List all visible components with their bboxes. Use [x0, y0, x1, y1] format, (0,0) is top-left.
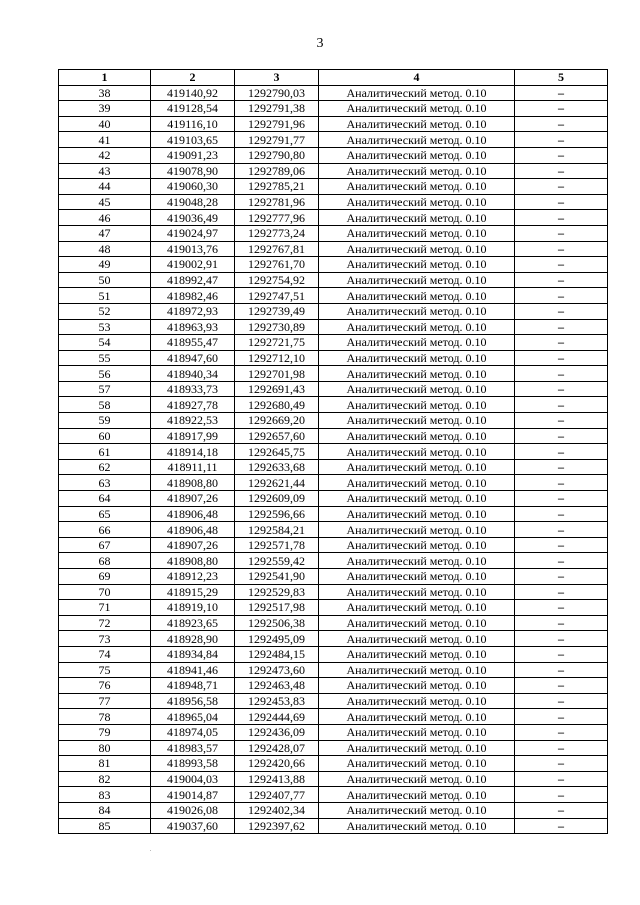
table-row: [59, 288, 608, 304]
table-row: [59, 522, 608, 538]
table-row: [59, 459, 608, 475]
note-cell: –: [515, 210, 608, 226]
method-cell: Аналитический метод. 0.10: [319, 272, 515, 288]
note-cell: –: [515, 506, 608, 522]
point-number-cell: 74: [59, 646, 151, 662]
point-number-cell: 69: [59, 569, 151, 585]
x-coordinate-cell: 418983,57: [151, 740, 235, 756]
y-coordinate-cell: 1292397,62: [235, 818, 319, 834]
table-row: [59, 444, 608, 460]
note-cell: –: [515, 116, 608, 132]
method-cell: Аналитический метод. 0.10: [319, 506, 515, 522]
y-coordinate-cell: 1292517,98: [235, 600, 319, 616]
y-coordinate-cell: 1292463,48: [235, 678, 319, 694]
y-coordinate-cell: 1292790,03: [235, 85, 319, 101]
y-coordinate-cell: 1292691,43: [235, 381, 319, 397]
note-cell: –: [515, 615, 608, 631]
x-coordinate-cell: 418907,26: [151, 491, 235, 507]
method-cell: Аналитический метод. 0.10: [319, 678, 515, 694]
note-cell: –: [515, 85, 608, 101]
point-number-cell: 80: [59, 740, 151, 756]
method-cell: Аналитический метод. 0.10: [319, 569, 515, 585]
x-coordinate-cell: 418982,46: [151, 288, 235, 304]
table-row: [59, 787, 608, 803]
point-number-cell: 46: [59, 210, 151, 226]
x-coordinate-cell: 419103,65: [151, 132, 235, 148]
note-cell: –: [515, 802, 608, 818]
table-row: [59, 179, 608, 195]
note-cell: –: [515, 288, 608, 304]
x-coordinate-cell: 418907,26: [151, 537, 235, 553]
method-cell: Аналитический метод. 0.10: [319, 818, 515, 834]
table-row: [59, 646, 608, 662]
y-coordinate-cell: 1292584,21: [235, 522, 319, 538]
note-cell: –: [515, 101, 608, 117]
x-coordinate-cell: 418912,23: [151, 569, 235, 585]
point-number-cell: 75: [59, 662, 151, 678]
table-row: [59, 428, 608, 444]
x-coordinate-cell: 419002,91: [151, 257, 235, 273]
table-header-row: [59, 70, 608, 86]
y-coordinate-cell: 1292701,98: [235, 366, 319, 382]
method-cell: Аналитический метод. 0.10: [319, 413, 515, 429]
method-cell: Аналитический метод. 0.10: [319, 366, 515, 382]
note-cell: –: [515, 584, 608, 600]
note-cell: –: [515, 272, 608, 288]
point-number-cell: 54: [59, 335, 151, 351]
table-row: [59, 818, 608, 834]
point-number-cell: 40: [59, 116, 151, 132]
x-coordinate-cell: 418965,04: [151, 709, 235, 725]
note-cell: –: [515, 693, 608, 709]
y-coordinate-cell: 1292791,77: [235, 132, 319, 148]
table-row: [59, 771, 608, 787]
point-number-cell: 51: [59, 288, 151, 304]
x-coordinate-cell: 418993,58: [151, 756, 235, 772]
method-cell: Аналитический метод. 0.10: [319, 288, 515, 304]
method-cell: Аналитический метод. 0.10: [319, 319, 515, 335]
y-coordinate-cell: 1292773,24: [235, 225, 319, 241]
y-coordinate-cell: 1292541,90: [235, 569, 319, 585]
table-row: [59, 335, 608, 351]
table-row: [59, 756, 608, 772]
point-number-cell: 41: [59, 132, 151, 148]
point-number-cell: 61: [59, 444, 151, 460]
note-cell: –: [515, 350, 608, 366]
note-cell: –: [515, 194, 608, 210]
note-cell: –: [515, 163, 608, 179]
point-number-cell: 50: [59, 272, 151, 288]
note-cell: –: [515, 537, 608, 553]
method-cell: Аналитический метод. 0.10: [319, 194, 515, 210]
note-cell: –: [515, 491, 608, 507]
method-cell: Аналитический метод. 0.10: [319, 428, 515, 444]
note-cell: –: [515, 818, 608, 834]
y-coordinate-cell: 1292428,07: [235, 740, 319, 756]
table-row: [59, 147, 608, 163]
note-cell: –: [515, 771, 608, 787]
x-coordinate-cell: 419140,92: [151, 85, 235, 101]
note-cell: –: [515, 366, 608, 382]
x-coordinate-cell: 419004,03: [151, 771, 235, 787]
y-coordinate-cell: 1292529,83: [235, 584, 319, 600]
note-cell: –: [515, 569, 608, 585]
y-coordinate-cell: 1292680,49: [235, 397, 319, 413]
method-cell: Аналитический метод. 0.10: [319, 475, 515, 491]
y-coordinate-cell: 1292436,09: [235, 724, 319, 740]
table-row: [59, 600, 608, 616]
table-row: [59, 366, 608, 382]
x-coordinate-cell: 418972,93: [151, 303, 235, 319]
y-coordinate-cell: 1292407,77: [235, 787, 319, 803]
table-row: [59, 303, 608, 319]
y-coordinate-cell: 1292777,96: [235, 210, 319, 226]
note-cell: –: [515, 724, 608, 740]
y-coordinate-cell: 1292571,78: [235, 537, 319, 553]
note-cell: –: [515, 179, 608, 195]
y-coordinate-cell: 1292559,42: [235, 553, 319, 569]
column-header: 2: [151, 70, 235, 86]
y-coordinate-cell: 1292791,96: [235, 116, 319, 132]
table-row: [59, 662, 608, 678]
note-cell: –: [515, 397, 608, 413]
method-cell: Аналитический метод. 0.10: [319, 116, 515, 132]
x-coordinate-cell: 418908,80: [151, 553, 235, 569]
note-cell: –: [515, 428, 608, 444]
point-number-cell: 62: [59, 459, 151, 475]
note-cell: –: [515, 475, 608, 491]
x-coordinate-cell: 418914,18: [151, 444, 235, 460]
y-coordinate-cell: 1292730,89: [235, 319, 319, 335]
point-number-cell: 52: [59, 303, 151, 319]
point-number-cell: 65: [59, 506, 151, 522]
method-cell: Аналитический метод. 0.10: [319, 147, 515, 163]
method-cell: Аналитический метод. 0.10: [319, 241, 515, 257]
point-number-cell: 84: [59, 802, 151, 818]
table-row: [59, 678, 608, 694]
point-number-cell: 59: [59, 413, 151, 429]
y-coordinate-cell: 1292791,38: [235, 101, 319, 117]
table-row: [59, 397, 608, 413]
method-cell: Аналитический метод. 0.10: [319, 740, 515, 756]
note-cell: –: [515, 787, 608, 803]
table-row: [59, 413, 608, 429]
note-cell: –: [515, 740, 608, 756]
method-cell: Аналитический метод. 0.10: [319, 787, 515, 803]
table-row: [59, 85, 608, 101]
point-number-cell: 48: [59, 241, 151, 257]
y-coordinate-cell: 1292473,60: [235, 662, 319, 678]
note-cell: –: [515, 756, 608, 772]
table-row: [59, 569, 608, 585]
note-cell: –: [515, 413, 608, 429]
point-number-cell: 44: [59, 179, 151, 195]
point-number-cell: 49: [59, 257, 151, 273]
table-row: [59, 631, 608, 647]
y-coordinate-cell: 1292761,70: [235, 257, 319, 273]
table-row: [59, 537, 608, 553]
point-number-cell: 72: [59, 615, 151, 631]
x-coordinate-cell: 418934,84: [151, 646, 235, 662]
note-cell: –: [515, 335, 608, 351]
method-cell: Аналитический метод. 0.10: [319, 225, 515, 241]
x-coordinate-cell: 419013,76: [151, 241, 235, 257]
method-cell: Аналитический метод. 0.10: [319, 397, 515, 413]
x-coordinate-cell: 419060,30: [151, 179, 235, 195]
point-number-cell: 64: [59, 491, 151, 507]
method-cell: Аналитический метод. 0.10: [319, 522, 515, 538]
column-header: 3: [235, 70, 319, 86]
y-coordinate-cell: 1292767,81: [235, 241, 319, 257]
x-coordinate-cell: 418927,78: [151, 397, 235, 413]
method-cell: Аналитический метод. 0.10: [319, 693, 515, 709]
note-cell: –: [515, 631, 608, 647]
x-coordinate-cell: 418974,05: [151, 724, 235, 740]
x-coordinate-cell: 418992,47: [151, 272, 235, 288]
point-number-cell: 78: [59, 709, 151, 725]
point-number-cell: 47: [59, 225, 151, 241]
table-row: [59, 615, 608, 631]
table-row: [59, 584, 608, 600]
point-number-cell: 76: [59, 678, 151, 694]
x-coordinate-cell: 418908,80: [151, 475, 235, 491]
x-coordinate-cell: 419091,23: [151, 147, 235, 163]
table-row: [59, 475, 608, 491]
y-coordinate-cell: 1292453,83: [235, 693, 319, 709]
note-cell: –: [515, 147, 608, 163]
x-coordinate-cell: 419128,54: [151, 101, 235, 117]
x-coordinate-cell: 418917,99: [151, 428, 235, 444]
note-cell: –: [515, 709, 608, 725]
point-number-cell: 42: [59, 147, 151, 163]
x-coordinate-cell: 418947,60: [151, 350, 235, 366]
table-row: [59, 163, 608, 179]
method-cell: Аналитический метод. 0.10: [319, 615, 515, 631]
method-cell: Аналитический метод. 0.10: [319, 85, 515, 101]
y-coordinate-cell: 1292444,69: [235, 709, 319, 725]
method-cell: Аналитический метод. 0.10: [319, 459, 515, 475]
x-coordinate-cell: 418928,90: [151, 631, 235, 647]
method-cell: Аналитический метод. 0.10: [319, 101, 515, 117]
column-header: 4: [319, 70, 515, 86]
y-coordinate-cell: 1292402,34: [235, 802, 319, 818]
method-cell: Аналитический метод. 0.10: [319, 584, 515, 600]
table-row: [59, 350, 608, 366]
y-coordinate-cell: 1292785,21: [235, 179, 319, 195]
note-cell: –: [515, 132, 608, 148]
note-cell: –: [515, 678, 608, 694]
x-coordinate-cell: 419014,87: [151, 787, 235, 803]
method-cell: Аналитический метод. 0.10: [319, 771, 515, 787]
table-row: [59, 225, 608, 241]
x-coordinate-cell: 418923,65: [151, 615, 235, 631]
table-row: [59, 241, 608, 257]
x-coordinate-cell: 418941,46: [151, 662, 235, 678]
y-coordinate-cell: 1292657,60: [235, 428, 319, 444]
note-cell: –: [515, 459, 608, 475]
y-coordinate-cell: 1292621,44: [235, 475, 319, 491]
table-row: [59, 101, 608, 117]
y-coordinate-cell: 1292506,38: [235, 615, 319, 631]
point-number-cell: 81: [59, 756, 151, 772]
scan-artifact: [150, 850, 151, 851]
point-number-cell: 82: [59, 771, 151, 787]
note-cell: –: [515, 553, 608, 569]
table-row: [59, 132, 608, 148]
table-row: [59, 693, 608, 709]
point-number-cell: 77: [59, 693, 151, 709]
x-coordinate-cell: 419048,28: [151, 194, 235, 210]
table-row: [59, 740, 608, 756]
y-coordinate-cell: 1292747,51: [235, 288, 319, 304]
note-cell: –: [515, 225, 608, 241]
method-cell: Аналитический метод. 0.10: [319, 756, 515, 772]
method-cell: Аналитический метод. 0.10: [319, 163, 515, 179]
y-coordinate-cell: 1292739,49: [235, 303, 319, 319]
y-coordinate-cell: 1292609,09: [235, 491, 319, 507]
point-number-cell: 45: [59, 194, 151, 210]
x-coordinate-cell: 419024,97: [151, 225, 235, 241]
note-cell: –: [515, 600, 608, 616]
x-coordinate-cell: 418948,71: [151, 678, 235, 694]
y-coordinate-cell: 1292789,06: [235, 163, 319, 179]
method-cell: Аналитический метод. 0.10: [319, 646, 515, 662]
table-row: [59, 802, 608, 818]
x-coordinate-cell: 418911,11: [151, 459, 235, 475]
point-number-cell: 63: [59, 475, 151, 491]
coordinates-table: [58, 69, 608, 834]
y-coordinate-cell: 1292633,68: [235, 459, 319, 475]
method-cell: Аналитический метод. 0.10: [319, 537, 515, 553]
method-cell: Аналитический метод. 0.10: [319, 631, 515, 647]
point-number-cell: 73: [59, 631, 151, 647]
x-coordinate-cell: 419037,60: [151, 818, 235, 834]
table-row: [59, 210, 608, 226]
y-coordinate-cell: 1292790,80: [235, 147, 319, 163]
table-row: [59, 724, 608, 740]
table-row: [59, 381, 608, 397]
point-number-cell: 85: [59, 818, 151, 834]
note-cell: –: [515, 646, 608, 662]
method-cell: Аналитический метод. 0.10: [319, 662, 515, 678]
point-number-cell: 38: [59, 85, 151, 101]
method-cell: Аналитический метод. 0.10: [319, 802, 515, 818]
table-body: [59, 85, 608, 834]
y-coordinate-cell: 1292721,75: [235, 335, 319, 351]
y-coordinate-cell: 1292495,09: [235, 631, 319, 647]
point-number-cell: 71: [59, 600, 151, 616]
y-coordinate-cell: 1292669,20: [235, 413, 319, 429]
method-cell: Аналитический метод. 0.10: [319, 303, 515, 319]
method-cell: Аналитический метод. 0.10: [319, 350, 515, 366]
point-number-cell: 56: [59, 366, 151, 382]
y-coordinate-cell: 1292781,96: [235, 194, 319, 210]
y-coordinate-cell: 1292484,15: [235, 646, 319, 662]
point-number-cell: 58: [59, 397, 151, 413]
table-row: [59, 553, 608, 569]
method-cell: Аналитический метод. 0.10: [319, 210, 515, 226]
x-coordinate-cell: 419026,08: [151, 802, 235, 818]
point-number-cell: 43: [59, 163, 151, 179]
method-cell: Аналитический метод. 0.10: [319, 553, 515, 569]
y-coordinate-cell: 1292420,66: [235, 756, 319, 772]
point-number-cell: 68: [59, 553, 151, 569]
x-coordinate-cell: 418955,47: [151, 335, 235, 351]
method-cell: Аналитический метод. 0.10: [319, 257, 515, 273]
x-coordinate-cell: 419078,90: [151, 163, 235, 179]
y-coordinate-cell: 1292596,66: [235, 506, 319, 522]
table-row: [59, 194, 608, 210]
point-number-cell: 57: [59, 381, 151, 397]
method-cell: Аналитический метод. 0.10: [319, 709, 515, 725]
method-cell: Аналитический метод. 0.10: [319, 335, 515, 351]
x-coordinate-cell: 418956,58: [151, 693, 235, 709]
y-coordinate-cell: 1292712,10: [235, 350, 319, 366]
note-cell: –: [515, 381, 608, 397]
x-coordinate-cell: 418919,10: [151, 600, 235, 616]
point-number-cell: 83: [59, 787, 151, 803]
note-cell: –: [515, 319, 608, 335]
point-number-cell: 70: [59, 584, 151, 600]
column-header: 5: [515, 70, 608, 86]
column-header: 1: [59, 70, 151, 86]
point-number-cell: 39: [59, 101, 151, 117]
point-number-cell: 60: [59, 428, 151, 444]
table-row: [59, 506, 608, 522]
note-cell: –: [515, 241, 608, 257]
note-cell: –: [515, 444, 608, 460]
table-row: [59, 257, 608, 273]
method-cell: Аналитический метод. 0.10: [319, 491, 515, 507]
x-coordinate-cell: 419036,49: [151, 210, 235, 226]
table-row: [59, 491, 608, 507]
method-cell: Аналитический метод. 0.10: [319, 444, 515, 460]
note-cell: –: [515, 303, 608, 319]
method-cell: Аналитический метод. 0.10: [319, 132, 515, 148]
point-number-cell: 79: [59, 724, 151, 740]
x-coordinate-cell: 419116,10: [151, 116, 235, 132]
y-coordinate-cell: 1292413,88: [235, 771, 319, 787]
y-coordinate-cell: 1292754,92: [235, 272, 319, 288]
note-cell: –: [515, 522, 608, 538]
note-cell: –: [515, 257, 608, 273]
point-number-cell: 66: [59, 522, 151, 538]
table-row: [59, 319, 608, 335]
table-row: [59, 272, 608, 288]
point-number-cell: 55: [59, 350, 151, 366]
table-row: [59, 116, 608, 132]
note-cell: –: [515, 662, 608, 678]
y-coordinate-cell: 1292645,75: [235, 444, 319, 460]
x-coordinate-cell: 418963,93: [151, 319, 235, 335]
page-number: 3: [316, 36, 324, 51]
method-cell: Аналитический метод. 0.10: [319, 381, 515, 397]
method-cell: Аналитический метод. 0.10: [319, 724, 515, 740]
x-coordinate-cell: 418915,29: [151, 584, 235, 600]
table-row: [59, 709, 608, 725]
x-coordinate-cell: 418906,48: [151, 506, 235, 522]
x-coordinate-cell: 418906,48: [151, 522, 235, 538]
point-number-cell: 53: [59, 319, 151, 335]
method-cell: Аналитический метод. 0.10: [319, 179, 515, 195]
method-cell: Аналитический метод. 0.10: [319, 600, 515, 616]
x-coordinate-cell: 418922,53: [151, 413, 235, 429]
point-number-cell: 67: [59, 537, 151, 553]
x-coordinate-cell: 418933,73: [151, 381, 235, 397]
x-coordinate-cell: 418940,34: [151, 366, 235, 382]
